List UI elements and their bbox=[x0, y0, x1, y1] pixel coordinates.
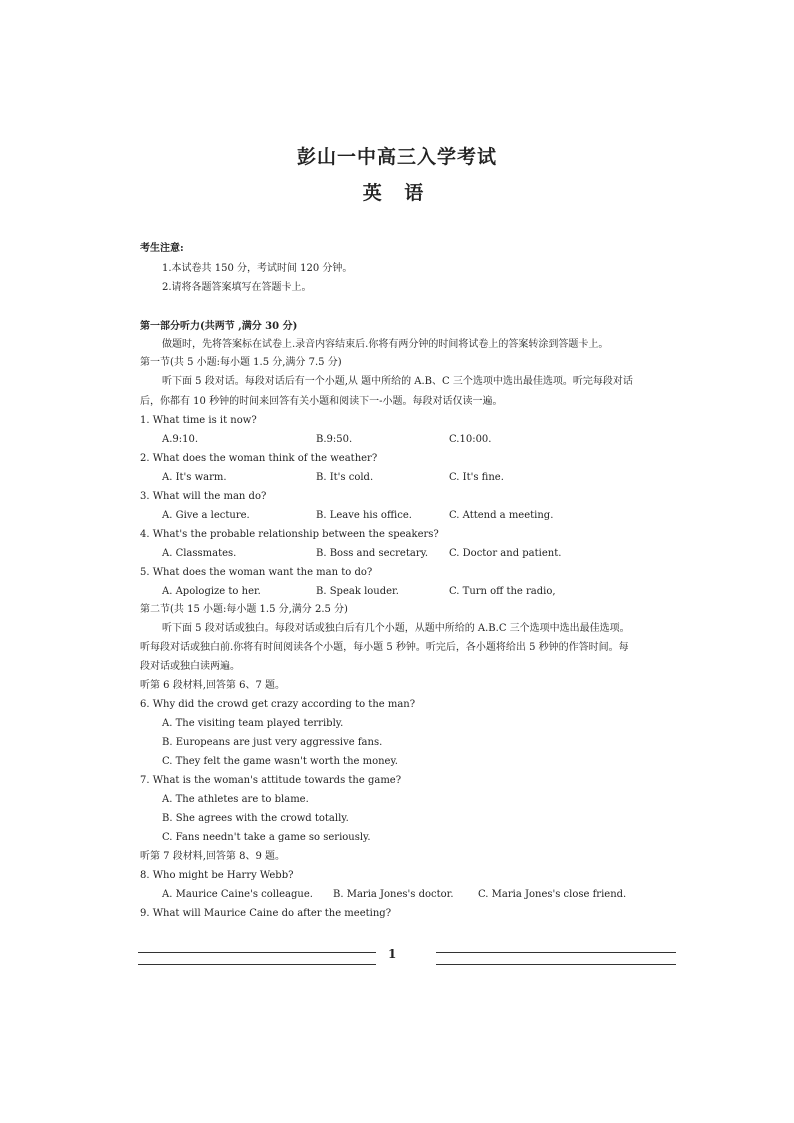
option-b: B.9:50. bbox=[316, 434, 353, 445]
question-stem: 2. What does the woman think of the weather? bbox=[140, 453, 378, 464]
part1-heading: 第一部分听力(共两节 ,满分 30 分) bbox=[140, 321, 298, 332]
option-a: A. Maurice Caine's colleague. bbox=[162, 889, 313, 900]
option-a: A. Classmates. bbox=[162, 548, 237, 559]
section2-instruction: 听下面 5 段对话或独白。每段对话或独白后有几个小题，从题中所给的 A.B.C 三个选项中选出最佳选项。 bbox=[162, 623, 630, 634]
part1-intro: 做题时，先将答案标在试卷上.录音内容结束后.你将有两分钟的时间将试卷上的答案转涂到答题卡上。 bbox=[162, 339, 609, 350]
option-c: C. Attend a meeting. bbox=[449, 510, 554, 521]
option-c: C. Fans needn't take a game so seriously. bbox=[162, 832, 371, 843]
notice-item: 2.请将各题答案填写在答题卡上。 bbox=[162, 282, 312, 293]
option-a: A. Apologize to her. bbox=[162, 586, 261, 597]
question-stem: 9. What will Maurice Caine do after the meeting? bbox=[140, 908, 392, 919]
question-stem: 8. Who might be Harry Webb? bbox=[140, 870, 294, 881]
question-stem: 4. What's the probable relationship between the speakers? bbox=[140, 529, 439, 540]
option-c: C. They felt the game wasn't worth the money. bbox=[162, 756, 398, 767]
notice-heading: 考生注意: bbox=[140, 243, 184, 254]
material-note: 听第 7 段材料,回答第 8、9 题。 bbox=[140, 851, 285, 862]
question-stem: 1. What time is it now? bbox=[140, 415, 257, 426]
option-b: B. Speak louder. bbox=[316, 586, 399, 597]
section2-heading: 第二节(共 15 小题:每小题 1.5 分,满分 2.5 分) bbox=[140, 604, 348, 615]
option-c: C. It's fine. bbox=[449, 472, 504, 483]
section2-instruction: 段对话或独白读两遍。 bbox=[140, 661, 240, 672]
option-a: A. The athletes are to blame. bbox=[162, 794, 309, 805]
option-b: B. Boss and secretary. bbox=[316, 548, 429, 559]
option-c: C. Turn off the radio, bbox=[449, 586, 556, 597]
footer-rule bbox=[138, 964, 376, 965]
question-stem: 3. What will the man do? bbox=[140, 491, 267, 502]
footer-rule bbox=[138, 952, 376, 953]
material-note: 听第 6 段材料,回答第 6、7 题。 bbox=[140, 680, 285, 691]
option-b: B. She agrees with the crowd totally. bbox=[162, 813, 349, 824]
option-a: A. It's warm. bbox=[162, 472, 227, 483]
option-b: B. It's cold. bbox=[316, 472, 374, 483]
option-a: A.9:10. bbox=[162, 434, 199, 445]
footer-rule bbox=[436, 964, 676, 965]
section2-instruction: 听每段对话或独白前.你将有时间阅读各个小题，每小题 5 秒钟。听完后，各小题将给出 5 秒钟的作答时间。每 bbox=[140, 642, 629, 653]
section1-instruction: 后，你都有 10 秒钟的时间来回答有关小题和阅读下一-小题。每段对话仅读一遍。 bbox=[140, 396, 503, 407]
option-a: A. Give a lecture. bbox=[162, 510, 250, 521]
option-a: A. The visiting team played terribly. bbox=[162, 718, 344, 729]
option-c: C.10:00. bbox=[449, 434, 492, 445]
page-number: 1 bbox=[388, 947, 397, 961]
footer-rule bbox=[436, 952, 676, 953]
question-stem: 6. Why did the crowd get crazy according to the man? bbox=[140, 699, 416, 710]
question-stem: 7. What is the woman's attitude towards the game? bbox=[140, 775, 402, 786]
option-b: B. Europeans are just very aggressive fans. bbox=[162, 737, 383, 748]
option-c: C. Doctor and patient. bbox=[449, 548, 562, 559]
exam-title: 彭山一中高三入学考试 bbox=[296, 146, 497, 168]
notice-item: 1.本试卷共 150 分，考试时间 120 分钟。 bbox=[162, 263, 353, 274]
option-c: C. Maria Jones's close friend. bbox=[478, 889, 627, 900]
exam-subject: 英 语 bbox=[362, 182, 432, 204]
section1-instruction: 听下面 5 段对话。每段对话后有一个小题,从 题中所给的 A.B、C 三个选项中选出最佳选项。听完每段对话 bbox=[162, 376, 633, 387]
section1-heading: 第一节(共 5 小题:每小题 1.5 分,满分 7.5 分) bbox=[140, 357, 342, 368]
option-b: B. Leave his office. bbox=[316, 510, 412, 521]
option-b: B. Maria Jones's doctor. bbox=[333, 889, 454, 900]
question-stem: 5. What does the woman want the man to do? bbox=[140, 567, 373, 578]
